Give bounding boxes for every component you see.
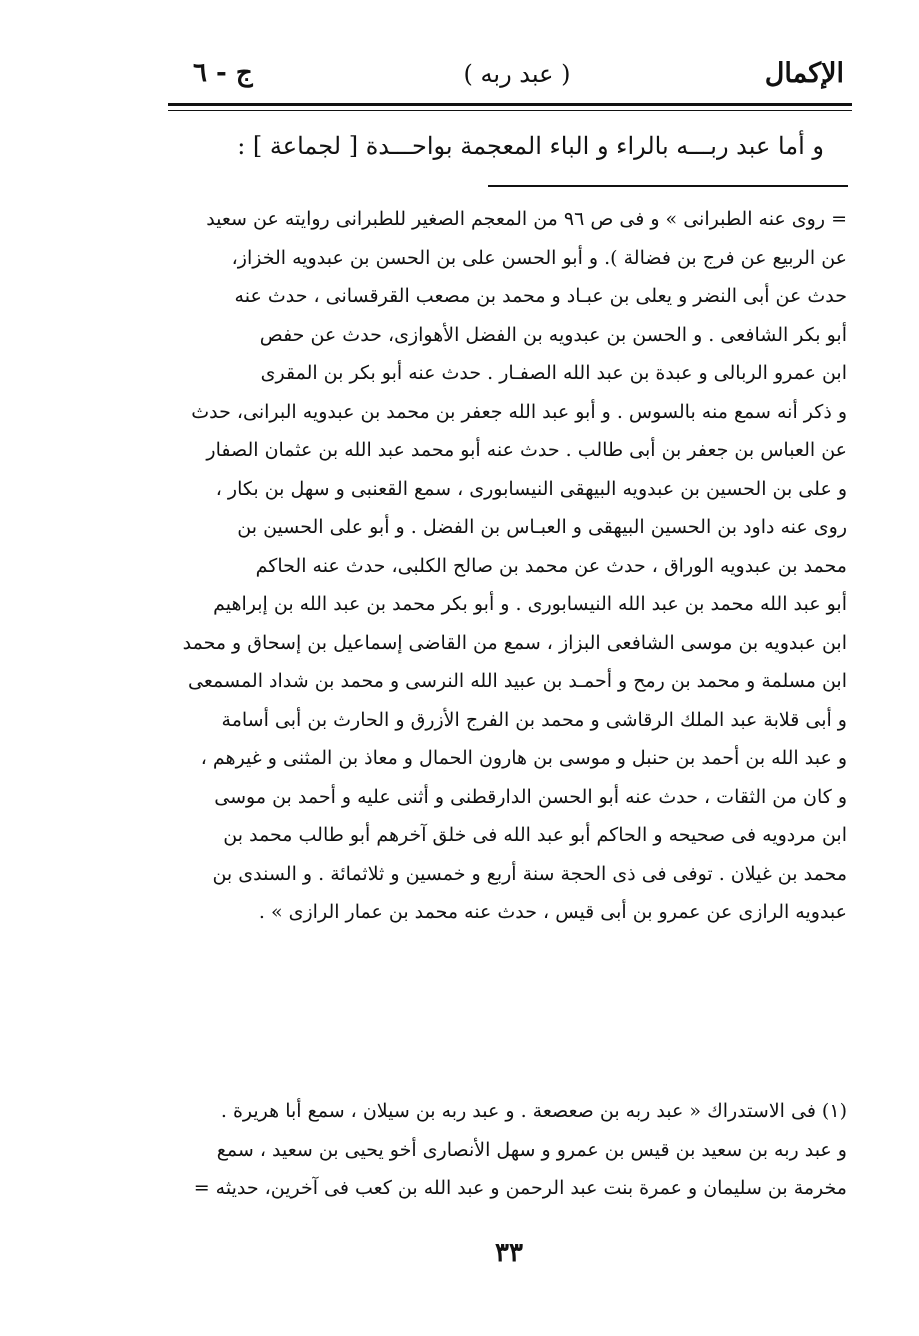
footnote-line: عن الربيع عن فرج بن فضالة ). و أبو الحسن على بن الحسن بن عبدويه الخزاز، (231, 246, 847, 269)
footnote-line: محمد بن عبدويه الوراق ، حدث عن محمد بن صالح الكلبى، حدث عنه الحاكم (255, 554, 847, 577)
footnote-line: و كان من الثقات ، حدث عنه أبو الحسن الدارقطنى و أثنى عليه و أحمد بن موسى (214, 785, 847, 808)
footnote-line: مخرمة بن سليمان و عمرة بنت عبد الرحمن و عبد الله بن كعب فى آخرين، حديثه = (193, 1177, 847, 1199)
footnote-line: و ذكر أنه سمع منه بالسوس . و أبو عبد الله جعفر بن محمد بن عبدويه البرانى، حدث (191, 400, 847, 423)
footnote-separator (488, 185, 848, 187)
footnote-line: و عبد الله بن أحمد بن حنبل و موسى بن هارون الحمال و معاذ بن المثنى و غيرهم ، (200, 747, 847, 769)
footnote-line: و عبد ربه بن سعيد بن قيس بن عمرو و سهل الأنصارى أخو يحيى بن سعيد ، سمع (216, 1138, 847, 1161)
footnote-line: = روى عنه الطبرانى » و فى ص ٩٦ من المعجم الصغير للطبرانى روايته عن سعيد (206, 208, 847, 230)
running-head (175, 52, 850, 96)
entry-heading: ( عبد ربه ) (463, 60, 571, 88)
footnote-line: و على بن الحسين بن عبدويه البيهقى النيسابورى ، سمع القعنبى و سهل بن بكار ، (215, 477, 847, 500)
page-number: ٣٣ (495, 1238, 523, 1268)
header-rule-thin (168, 110, 852, 111)
footnote-line: روى عنه داود بن الحسين البيهقى و العبـاس بن الفضل . و أبو على الحسين بن (237, 516, 847, 538)
footnote-line: عبدويه الرازى عن عمرو بن أبى قيس ، حدث عنه محمد بن عمار الرازى » . (258, 901, 847, 923)
footnote-line: حدث عن أبى النضر و يعلى بن عبـاد و محمد بن مصعب القرقسانى ، حدث عنه (234, 285, 847, 307)
footnote-continuation (182, 200, 847, 932)
footnote-line: ابن مردويه فى صحيحه و الحاكم أبو عبد الله فى خلق آخرهم أبو طالب محمد بن (223, 824, 847, 846)
footnote-line: ابن عبدويه بن موسى الشافعى البزاز ، سمع من القاضى إسماعيل بن إسحاق و محمد (182, 631, 847, 654)
book-title: الإكمال (764, 58, 844, 89)
footnote-line: أبو عبد الله محمد بن عبد الله النيسابورى . و أبو بكر محمد بن عبد الله بن إبراهيم (213, 593, 847, 615)
footnote-line: ابن عمرو الربالى و عبدة بن عبد الله الصفـار . حدث عنه أبو بكر بن المقرى (260, 362, 847, 384)
volume-number: ج - ٦ (193, 58, 253, 88)
footnote-line: أبو بكر الشافعى . و الحسن بن عبدويه بن الفضل الأهوازى، حدث عن حفص (259, 323, 847, 346)
footnote-line: و أبى قلابة عبد الملك الرقاشى و محمد بن الفرج الأزرق و الحارث بن أبى أسامة (221, 708, 847, 731)
header-rule-thick (168, 103, 852, 106)
footnote-line: عن العباس بن جعفر بن أبى طالب . حدث عنه أبو محمد عبد الله بن عثمان الصفار (206, 439, 847, 461)
main-text: و أما عبد ربـــه بالراء و الباء المعجمة بواحـــدة [ لجماعة ] : (237, 132, 824, 160)
footnote-line: ابن مسلمة و محمد بن رمح و أحمـد بن عبيد الله النرسى و محمد بن شداد المسمعى (188, 670, 847, 692)
footnote-line: محمد بن غيلان . توفى فى ذى الحجة سنة أربع و خمسين و ثلاثمائة . و السندى بن (212, 862, 847, 885)
footnote-line: (١) فى الاستدراك « عبد ربه بن صعصعة . و عبد ربه بن سيلان ، سمع أبا هريرة . (220, 1100, 847, 1122)
footnote-1 (182, 1092, 847, 1208)
